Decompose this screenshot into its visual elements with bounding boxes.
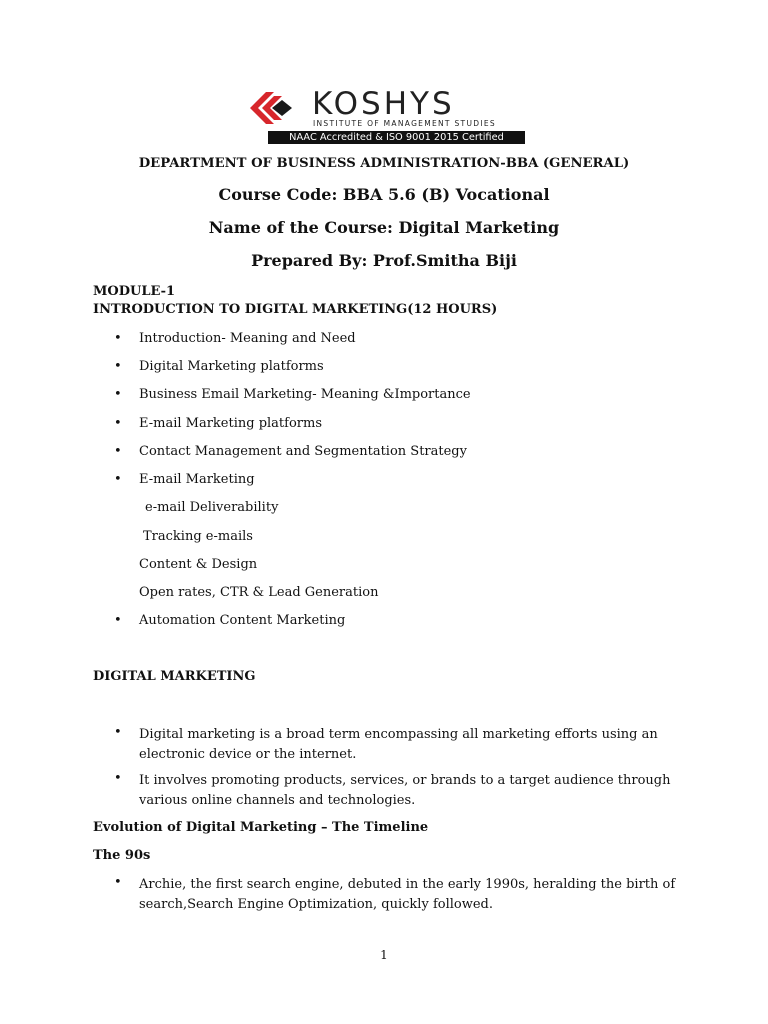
- institution-logo: [246, 88, 528, 146]
- course-code: Course Code: BBA 5.6 (B) Vocational: [218, 185, 550, 204]
- bullet-icon: •: [114, 359, 122, 374]
- sub-list-item: Tracking e-mails: [143, 529, 253, 544]
- section-heading: DIGITAL MARKETING: [93, 669, 256, 684]
- accreditation-banner: NAAC Accredited & ISO 9001 2015 Certified: [268, 131, 525, 144]
- list-item-text: Introduction- Meaning and Need: [139, 331, 356, 346]
- paragraph-text: It involves promoting products, services, or brands to a target audience through various online channels and technologies.: [139, 773, 671, 808]
- bullet-icon: •: [114, 444, 122, 459]
- page-number: 1: [380, 948, 388, 962]
- course-name: Name of the Course: Digital Marketing: [208, 218, 560, 237]
- logo-wordmark: KOSHYS: [312, 86, 455, 122]
- bullet-icon: •: [114, 416, 122, 431]
- era-heading: The 90s: [93, 848, 151, 863]
- list-item-text: Automation Content Marketing: [139, 613, 346, 628]
- bullet-icon: •: [114, 472, 122, 487]
- bullet-icon: •: [114, 387, 122, 402]
- list-item-text: Digital Marketing platforms: [139, 359, 324, 374]
- paragraph-text: Digital marketing is a broad term encompassing all marketing efforts using an electronic device or the internet.: [139, 727, 658, 762]
- bullet-icon: •: [114, 875, 122, 890]
- sub-list-item: Open rates, CTR & Lead Generation: [139, 585, 379, 600]
- prepared-by: Prepared By: Prof.Smitha Biji: [251, 251, 517, 270]
- bullet-icon: •: [114, 725, 122, 740]
- bullet-icon: •: [114, 613, 122, 628]
- koshys-emblem-icon: [246, 90, 294, 126]
- list-item-text: Business Email Marketing- Meaning &Importance: [139, 387, 471, 402]
- list-item-text: E-mail Marketing: [139, 472, 255, 487]
- department-title: DEPARTMENT OF BUSINESS ADMINISTRATION-BBA (GENERAL): [138, 156, 630, 171]
- sub-list-item: Content & Design: [139, 557, 258, 572]
- section-heading: Evolution of Digital Marketing – The Timeline: [93, 820, 429, 835]
- bullet-icon: •: [114, 331, 122, 346]
- sub-list-item: e-mail Deliverability: [145, 500, 279, 515]
- module-title: INTRODUCTION TO DIGITAL MARKETING(12 HOURS): [93, 302, 498, 317]
- list-item-text: Contact Management and Segmentation Strategy: [139, 444, 467, 459]
- list-item-text: E-mail Marketing platforms: [139, 416, 323, 431]
- paragraph-text: Archie, the first search engine, debuted in the early 1990s, heralding the birth of search,Search Engine Optimization, quickly followed.: [139, 877, 676, 912]
- module-label: MODULE-1: [93, 284, 176, 299]
- logo-tagline: INSTITUTE OF MANAGEMENT STUDIES: [313, 119, 496, 128]
- bullet-icon: •: [114, 771, 122, 786]
